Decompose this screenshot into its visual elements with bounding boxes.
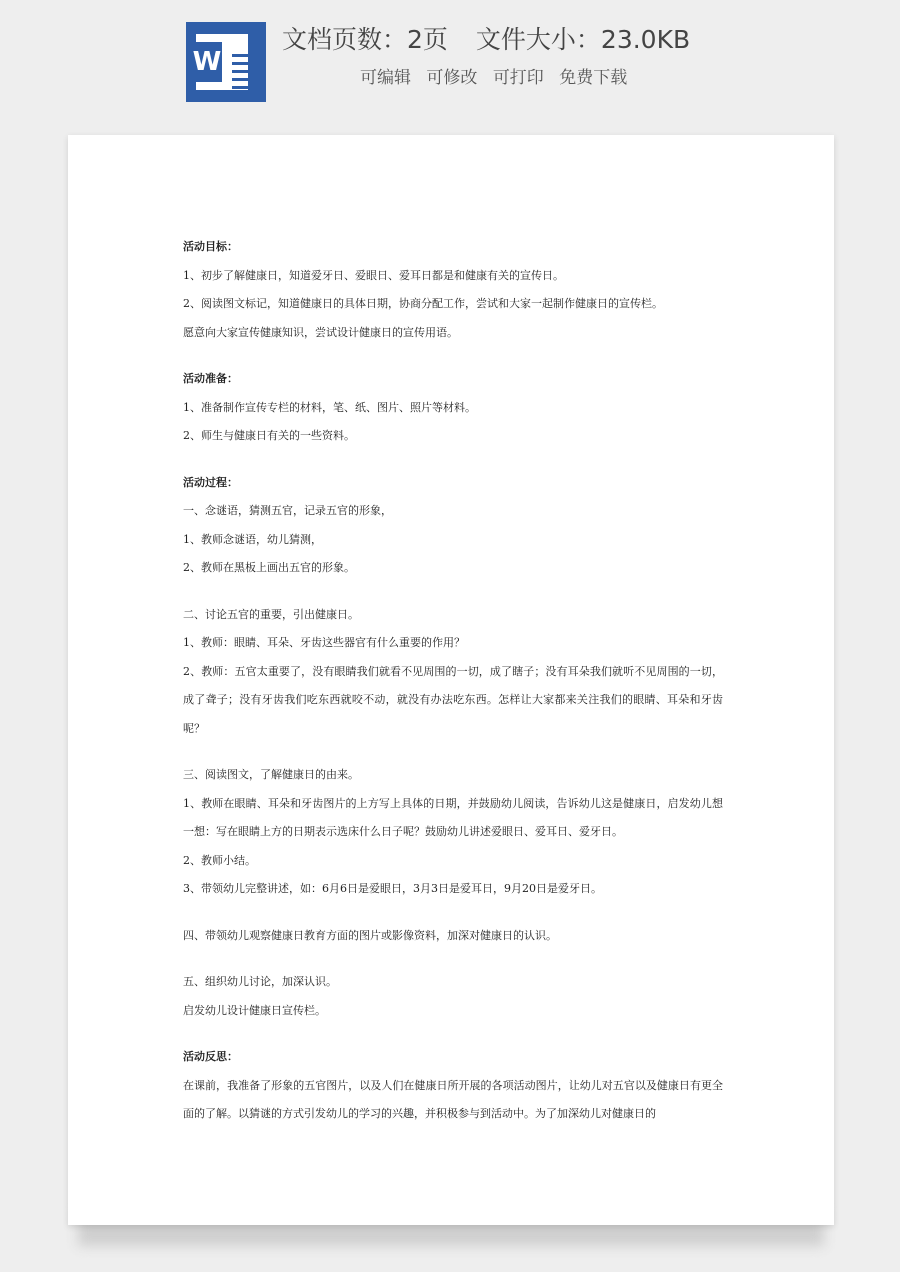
paragraph: 2、教师在黑板上画出五官的形象。	[183, 561, 355, 574]
file-size-label: 文件大小：23.0KB	[475, 25, 691, 54]
feature-list	[360, 66, 637, 90]
document-body	[183, 233, 723, 1129]
paragraph: 2、师生与健康日有关的一些资料。	[183, 429, 355, 442]
paragraph: 3、带领幼儿完整讲述，如：6月6日是爱眼日，3月3日是爱耳日，9月20日是爱牙日。	[183, 882, 602, 895]
paragraph: 2、教师小结。	[183, 853, 256, 867]
file-stats	[282, 22, 690, 58]
paragraph: 五、组织幼儿讨论，加深认识。	[183, 975, 337, 988]
paragraph: 启发幼儿设计健康日宣传栏。	[183, 1003, 326, 1017]
paragraph: 1、准备制作宣传专栏的材料，笔、纸、图片、照片等材料。	[183, 400, 476, 414]
word-document-icon	[186, 22, 266, 102]
feature-printable: 可打印	[492, 68, 544, 88]
file-info-header	[0, 0, 900, 120]
paragraph: 1、初步了解健康日，知道爱牙日、爱眼日、爱耳日都是和健康有关的宣传日。	[183, 268, 564, 282]
word-letter-badge: W	[192, 42, 222, 82]
section-heading-process: 活动过程：	[183, 475, 238, 489]
feature-editable: 可编辑	[360, 68, 411, 88]
section-heading-reflection: 活动反思：	[183, 1050, 238, 1063]
section-heading-goals: 活动目标：	[183, 240, 238, 253]
feature-free-download: 免费下载	[559, 68, 628, 88]
document-page	[68, 135, 834, 1225]
paragraph: 二、讨论五官的重要，引出健康日。	[183, 607, 359, 621]
page-count-label: 文档页数：2页	[282, 25, 448, 54]
paragraph: 一、念谜语，猜测五官，记录五官的形象，	[183, 504, 392, 517]
text-lines-graphic	[232, 54, 252, 96]
paragraph: 1、教师：眼睛、耳朵、牙齿这些器官有什么重要的作用？	[183, 636, 465, 649]
paragraph: 2、教师：五官太重要了，没有眼睛我们就看不见周围的一切，成了瞎子；没有耳朵我们就听不见周围的一切，成了聋子；没有牙齿我们吃东西就咬不动，就没有办法吃东西。怎样让大家都来关注我们的眼睛、耳朵和牙齿呢？	[183, 664, 723, 735]
paragraph: 1、教师念谜语，幼儿猜测，	[183, 532, 322, 546]
paragraph: 1、教师在眼睛、耳朵和牙齿图片的上方写上具体的日期，并鼓励幼儿阅读，告诉幼儿这是健康日，启发幼儿想一想：写在眼睛上方的日期表示选床什么日子呢？鼓励幼儿讲述爱眼日、爱耳日、爱牙日。	[183, 796, 723, 838]
paragraph: 在课前，我准备了形象的五官图片，以及人们在健康日所开展的各项活动图片，让幼儿对五官以及健康日有更全面的了解。以猜谜的方式引发幼儿的学习的兴趣，并积极参与到活动中。为了加深幼儿对健康日的	[183, 1078, 723, 1120]
paragraph: 愿意向大家宣传健康知识，尝试设计健康日的宣传用语。	[183, 325, 458, 339]
paragraph: 四、带领幼儿观察健康日教育方面的图片或影像资料，加深对健康日的认识。	[183, 928, 557, 942]
paragraph: 三、阅读图文，了解健康日的由来。	[183, 768, 359, 781]
feature-modifiable: 可修改	[426, 68, 478, 88]
paragraph: 2、阅读图文标记，知道健康日的具体日期，协商分配工作，尝试和大家一起制作健康日的宣传栏。	[183, 297, 663, 310]
section-heading-preparation: 活动准备：	[183, 372, 238, 385]
